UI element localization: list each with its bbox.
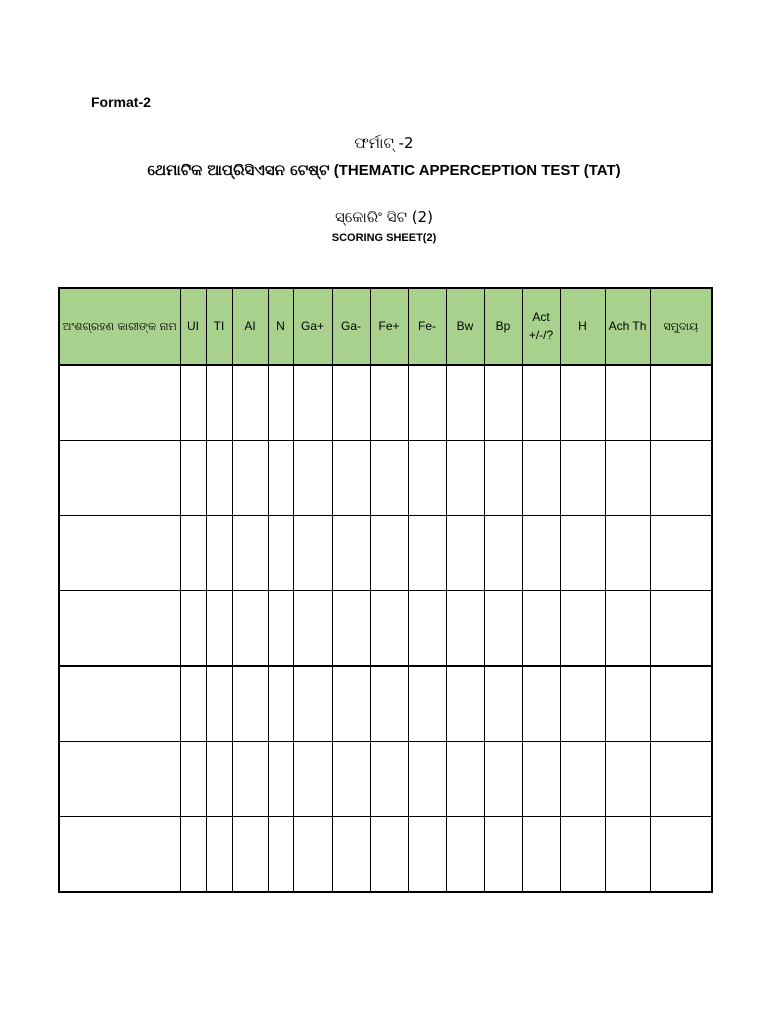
table-cell (650, 666, 712, 742)
column-header-ach-th: Ach Th (605, 288, 650, 365)
table-cell (408, 666, 446, 742)
table-cell (522, 441, 560, 516)
table-cell (650, 817, 712, 893)
table-header-row (59, 288, 712, 365)
table-row (59, 516, 712, 591)
table-cell (180, 742, 206, 817)
column-header-ga-plus: Ga+ (293, 288, 332, 365)
table-row (59, 666, 712, 742)
table-cell (332, 817, 370, 893)
table-cell (560, 666, 605, 742)
table-cell (206, 742, 232, 817)
table-cell (484, 666, 522, 742)
table-cell (605, 516, 650, 591)
table-body (59, 365, 712, 892)
table-cell (293, 666, 332, 742)
table-cell (59, 516, 180, 591)
table-row (59, 742, 712, 817)
table-cell (268, 591, 293, 667)
table-cell (206, 365, 232, 441)
table-cell (446, 817, 484, 893)
table-cell (232, 666, 268, 742)
table-cell (293, 516, 332, 591)
column-header-ti: TI (206, 288, 232, 365)
table-row (59, 591, 712, 667)
table-cell (605, 441, 650, 516)
table-cell (268, 441, 293, 516)
format-label: Format-2 (91, 94, 151, 110)
table-cell (370, 441, 408, 516)
table-cell (370, 591, 408, 667)
table-cell (332, 591, 370, 667)
table-cell (605, 666, 650, 742)
table-cell (446, 365, 484, 441)
table-cell (522, 666, 560, 742)
table-cell (408, 516, 446, 591)
table-cell (268, 742, 293, 817)
table-cell (605, 817, 650, 893)
table-cell (408, 441, 446, 516)
title-english: (THEMATIC APPERCEPTION TEST (TAT) (329, 162, 621, 179)
title-odia: ଥେମାଟିକ ଆପ୍ରିସିଏସନ ଟେଷ୍ଟ (147, 161, 330, 179)
table-cell (605, 591, 650, 667)
table-cell (206, 441, 232, 516)
table-cell (232, 591, 268, 667)
table-cell (180, 591, 206, 667)
column-header-fe-minus: Fe- (408, 288, 446, 365)
table-cell (650, 516, 712, 591)
table-cell (332, 365, 370, 441)
table-cell (560, 365, 605, 441)
table-cell (268, 365, 293, 441)
table-cell (232, 742, 268, 817)
table-cell (484, 441, 522, 516)
table-cell (206, 591, 232, 667)
table-cell (293, 365, 332, 441)
column-header-bw: Bw (446, 288, 484, 365)
document-title (0, 161, 768, 179)
column-header-n: N (268, 288, 293, 365)
table-cell (408, 365, 446, 441)
table-cell (370, 516, 408, 591)
table-cell (484, 817, 522, 893)
table-cell (232, 817, 268, 893)
table-cell (650, 742, 712, 817)
table-cell (332, 742, 370, 817)
odia-scoring-heading: ସ୍କୋରିଂ ସିଟ (2) (335, 208, 433, 226)
table-cell (59, 817, 180, 893)
table-cell (605, 742, 650, 817)
table-row (59, 817, 712, 893)
table-cell (560, 516, 605, 591)
table-cell (59, 591, 180, 667)
column-header-ui: UI (180, 288, 206, 365)
column-header-fe-plus: Fe+ (370, 288, 408, 365)
table-cell (522, 591, 560, 667)
table-cell (370, 742, 408, 817)
column-header-participant-name: ଅଂଶଗ୍ରହଣ କାରୀଙ୍କ ନାମ (59, 288, 180, 365)
table-cell (293, 441, 332, 516)
table-cell (522, 817, 560, 893)
table-cell (232, 365, 268, 441)
table-cell (605, 365, 650, 441)
column-header-h: H (560, 288, 605, 365)
table-cell (484, 516, 522, 591)
table-cell (650, 365, 712, 441)
table-cell (293, 742, 332, 817)
table-cell (180, 365, 206, 441)
table-cell (522, 365, 560, 441)
column-header-ga-minus: Ga- (332, 288, 370, 365)
table-cell (408, 591, 446, 667)
table-cell (59, 742, 180, 817)
table-cell (370, 666, 408, 742)
table-cell (332, 666, 370, 742)
table-cell (180, 817, 206, 893)
scoring-table (58, 287, 713, 893)
table-cell (206, 516, 232, 591)
table-cell (232, 516, 268, 591)
table-cell (180, 516, 206, 591)
table-cell (484, 591, 522, 667)
table-cell (268, 516, 293, 591)
table-cell (446, 441, 484, 516)
odia-format-heading: ଫର୍ମାଟ୍ -2 (354, 134, 414, 152)
table-cell (446, 666, 484, 742)
table-cell (408, 742, 446, 817)
table-cell (446, 591, 484, 667)
table-cell (560, 742, 605, 817)
column-header-act: Act +/-/? (522, 288, 560, 365)
table-cell (180, 666, 206, 742)
table-cell (332, 441, 370, 516)
table-cell (370, 365, 408, 441)
table-cell (59, 365, 180, 441)
table-cell (59, 666, 180, 742)
table-cell (293, 817, 332, 893)
table-cell (484, 742, 522, 817)
table-cell (59, 441, 180, 516)
table-cell (446, 516, 484, 591)
column-header-bp: Bp (484, 288, 522, 365)
scoring-sheet-heading: SCORING SHEET(2) (331, 232, 437, 244)
table-cell (408, 817, 446, 893)
table-cell (650, 441, 712, 516)
table-cell (232, 441, 268, 516)
column-header-total: ସମୁଦାୟ (650, 288, 712, 365)
table-cell (206, 666, 232, 742)
column-header-ai: AI (232, 288, 268, 365)
table-row (59, 365, 712, 441)
table-cell (484, 365, 522, 441)
table-cell (332, 516, 370, 591)
table-cell (180, 441, 206, 516)
table-cell (650, 591, 712, 667)
table-cell (293, 591, 332, 667)
table-cell (370, 817, 408, 893)
table-cell (206, 817, 232, 893)
table-cell (268, 666, 293, 742)
table-cell (268, 817, 293, 893)
table-row (59, 441, 712, 516)
table-cell (560, 441, 605, 516)
table-cell (560, 817, 605, 893)
table-cell (446, 742, 484, 817)
table-cell (560, 591, 605, 667)
table-cell (522, 742, 560, 817)
table-cell (522, 516, 560, 591)
